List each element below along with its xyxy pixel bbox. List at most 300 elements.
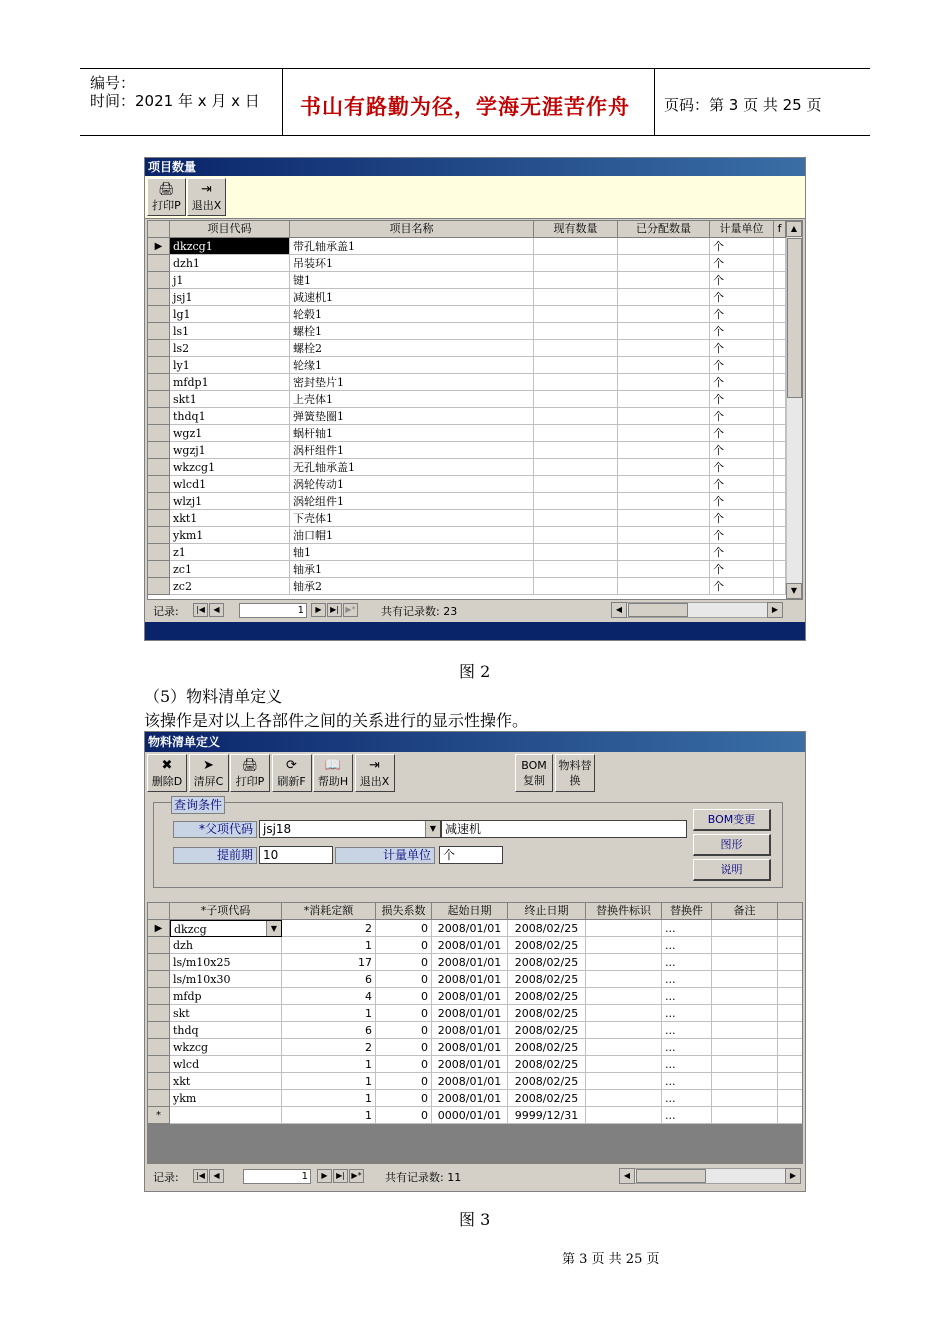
scroll-thumb[interactable] [787,238,802,398]
allocated-qty-cell [618,289,710,306]
allocated-qty-cell [618,476,710,493]
item-name-cell: 无孔轴承盖1 [290,459,534,476]
row-selector[interactable] [148,306,170,323]
table-row[interactable] [148,1022,802,1039]
column-header[interactable]: 替换件 [662,903,712,920]
extra-cell [778,988,803,1005]
row-selector[interactable] [148,1056,170,1073]
table-row[interactable] [148,442,786,459]
loss-factor-cell: 0 [376,937,432,954]
allocated-qty-cell [618,459,710,476]
table-row[interactable] [148,357,786,374]
header-divider [282,68,283,136]
table-row[interactable] [148,306,786,323]
row-selector[interactable] [148,493,170,510]
remark-cell[interactable] [712,1022,778,1039]
bom-change-button[interactable]: BOM变更 [693,809,771,831]
column-header[interactable]: 终止日期 [508,903,586,920]
row-selector[interactable] [148,1005,170,1022]
item-name-cell: 上壳体1 [290,391,534,408]
header-number: 编号： [90,74,136,92]
extra-cell [774,340,786,357]
loss-factor-cell: 0 [376,1090,432,1107]
nav-last-button[interactable]: ▶| [327,603,342,617]
start-date-cell: 2008/01/01 [432,1090,508,1107]
row-selector[interactable] [148,374,170,391]
row-selector[interactable] [148,425,170,442]
refresh-icon: ⟳ [286,758,297,773]
extra-cell [778,954,803,971]
unit-cell: 个 [710,323,774,340]
window-title: 物料清单定义 [145,732,805,752]
current-qty-cell [534,238,618,255]
nav-label: 记录: [153,605,179,618]
item-code-cell: wlzj1 [170,493,290,510]
item-code-cell: zc2 [170,578,290,595]
child-code-cell[interactable]: dzh [170,937,282,954]
row-selector[interactable] [148,1022,170,1039]
unit-cell: 个 [710,459,774,476]
toolbar-button-clear-screen[interactable] [189,754,229,792]
scroll-right-icon[interactable]: ▶ [767,602,783,618]
remark-cell[interactable] [712,1056,778,1073]
column-header [778,903,803,920]
row-selector[interactable] [148,255,170,272]
replace-flag-cell [586,1039,662,1056]
child-code-cell[interactable]: mfdp [170,988,282,1005]
scroll-up-icon[interactable]: ▲ [786,221,802,237]
column-header[interactable]: *子项代码 [170,903,282,920]
extra-cell [774,476,786,493]
unit-cell: 个 [710,578,774,595]
scroll-right-icon[interactable]: ▶ [785,1168,801,1184]
current-row-pointer-icon[interactable]: ▶ [148,920,170,937]
row-selector[interactable] [148,971,170,988]
extra-cell [774,391,786,408]
scroll-thumb[interactable] [628,603,688,617]
chevron-down-icon[interactable]: ▼ [425,821,440,837]
extra-cell [778,1090,803,1107]
row-selector[interactable] [148,527,170,544]
allocated-qty-cell [618,493,710,510]
allocated-qty-cell [618,306,710,323]
child-code-cell[interactable]: dkzcg ▼ [170,920,282,937]
row-selector[interactable] [148,340,170,357]
start-date-cell: 2008/01/01 [432,937,508,954]
column-header[interactable]: 备注 [712,903,778,920]
bom-grid[interactable] [147,902,803,1164]
table-row[interactable] [148,988,802,1005]
loss-factor-cell: 0 [376,1039,432,1056]
delete-x-icon: ✖ [161,758,173,773]
nav-prev-button[interactable]: ◀ [209,1169,224,1183]
row-selector[interactable] [148,988,170,1005]
remark-cell[interactable] [712,971,778,988]
row-selector[interactable] [148,476,170,493]
nav-next-button[interactable]: ▶ [317,1169,332,1183]
column-header[interactable]: 已分配数量 [618,221,710,238]
nav-first-button[interactable]: |◀ [193,1169,208,1183]
toolbar-button-label: 删除D [151,775,183,788]
column-header[interactable]: 项目代码 [170,221,290,238]
parent-code-select[interactable]: jsj18 ▼ [259,820,441,838]
table-row[interactable] [148,408,786,425]
replace-flag-cell [586,954,662,971]
child-code-cell[interactable] [170,1107,282,1124]
quantity-cell: 6 [282,971,376,988]
table-row[interactable] [148,544,786,561]
replace-flag-cell [586,937,662,954]
table-row[interactable] [148,1056,802,1073]
row-selector[interactable] [148,578,170,595]
remark-cell[interactable] [712,920,778,937]
table-row[interactable] [148,954,802,971]
parent-code-label: *父项代码 [173,821,257,838]
item-code-cell: z1 [170,544,290,561]
item-name-cell: 键1 [290,272,534,289]
record-navigator [147,600,803,620]
table-row[interactable] [148,510,786,527]
replacement-cell: ... [662,1056,712,1073]
window-bom-definition [144,731,806,1192]
toolbar-button-label: 退出X [191,199,222,212]
loss-factor-cell: 0 [376,1107,432,1124]
current-qty-cell [534,476,618,493]
header-top-rule [80,68,870,69]
extra-cell [778,937,803,954]
table-row[interactable] [148,459,786,476]
unit-cell: 个 [710,357,774,374]
nav-new-button[interactable]: ▶* [349,1169,364,1183]
nav-last-button[interactable]: ▶| [333,1169,348,1183]
column-header[interactable]: 替换件标识 [586,903,662,920]
scroll-down-icon[interactable]: ▼ [786,583,802,599]
unit-cell: 个 [710,510,774,527]
nav-label: 记录: [153,1171,179,1184]
header-time: 时间：2021 年 x 月 x 日 [90,92,260,110]
child-code-cell[interactable]: xkt [170,1073,282,1090]
clear-screen-icon: ➤ [203,758,214,773]
column-header[interactable]: 起始日期 [432,903,508,920]
nav-prev-button[interactable]: ◀ [209,603,224,617]
row-selector[interactable] [148,357,170,374]
table-row[interactable] [148,493,786,510]
toolbar-button-label: 帮助H [317,775,349,788]
start-date-cell: 2008/01/01 [432,1039,508,1056]
nav-total: 共有记录数: 11 [385,1171,462,1184]
current-row-pointer-icon[interactable]: ▶ [148,238,170,255]
quantity-cell: 1 [282,1090,376,1107]
scroll-left-icon[interactable]: ◀ [611,602,627,618]
replacement-cell: ... [662,1107,712,1124]
parent-name-field[interactable]: 减速机 [441,820,687,838]
nav-current-record[interactable]: 1 [239,603,307,618]
loss-factor-cell: 0 [376,954,432,971]
toolbar-button-printer[interactable] [147,178,186,216]
replace-flag-cell [586,988,662,1005]
replacement-cell: ... [662,920,712,937]
remark-cell[interactable] [712,988,778,1005]
material-replace-button[interactable]: 物料替换 [555,754,595,792]
toolbar-button-printer[interactable] [230,754,270,792]
child-code-cell[interactable]: ls/m10x25 [170,954,282,971]
column-header[interactable]: 损失系数 [376,903,432,920]
nav-total: 共有记录数: 23 [381,605,458,618]
table-row[interactable] [148,340,786,357]
table-row[interactable] [148,425,786,442]
row-selector[interactable] [148,937,170,954]
end-date-cell: 2008/02/25 [508,1090,586,1107]
header-divider [654,68,655,136]
current-qty-cell [534,493,618,510]
item-code-cell: zc1 [170,561,290,578]
bom-copy-button[interactable]: BOM复制 [515,754,553,792]
toolbar-button-label: 刷新F [277,775,306,788]
description-button[interactable]: 说明 [693,859,771,881]
replace-flag-cell [586,1090,662,1107]
extra-cell [778,1039,803,1056]
item-code-cell: wgzj1 [170,442,290,459]
item-name-cell: 涡杆组件1 [290,442,534,459]
quantity-cell: 2 [282,920,376,937]
item-grid[interactable] [147,220,803,600]
current-qty-cell [534,357,618,374]
table-row[interactable] [148,578,786,595]
allocated-qty-cell [618,408,710,425]
toolbar-button-label: 清屏C [193,775,224,788]
table-row[interactable] [148,1107,802,1124]
remark-cell[interactable] [712,1107,778,1124]
row-selector[interactable] [148,544,170,561]
grid-corner [148,903,170,920]
table-row[interactable] [148,255,786,272]
row-selector[interactable] [148,1073,170,1090]
quantity-cell: 1 [282,1056,376,1073]
row-selector[interactable] [148,1090,170,1107]
item-code-cell: wlcd1 [170,476,290,493]
toolbar-button-exit-door[interactable] [187,178,226,216]
extra-cell [778,1073,803,1090]
column-header[interactable]: 现有数量 [534,221,618,238]
nav-current-record[interactable]: 1 [243,1169,311,1184]
current-qty-cell [534,408,618,425]
start-date-cell: 2008/01/01 [432,1022,508,1039]
unit-cell: 个 [710,391,774,408]
column-header[interactable]: *消耗定额 [282,903,376,920]
item-code-cell: dkzcg1 [170,238,290,255]
query-group [153,802,783,888]
window-title: 项目数量 [145,158,805,176]
column-header[interactable]: 项目名称 [290,221,534,238]
horizontal-scrollbar[interactable] [619,1168,801,1184]
replacement-cell: ... [662,1073,712,1090]
table-row[interactable] [148,527,786,544]
unit-cell: 个 [710,340,774,357]
table-row[interactable] [148,1073,802,1090]
extra-cell [774,561,786,578]
remark-cell[interactable] [712,1073,778,1090]
child-code-cell[interactable]: ykm [170,1090,282,1107]
replace-flag-cell [586,1107,662,1124]
loss-factor-cell: 0 [376,920,432,937]
child-code-cell[interactable]: wlcd [170,1056,282,1073]
figure-2-caption: 图 2 [459,662,491,681]
table-row[interactable] [148,1039,802,1056]
extra-cell [774,527,786,544]
remark-cell[interactable] [712,954,778,971]
item-code-cell: wgz1 [170,425,290,442]
current-qty-cell [534,255,618,272]
item-name-cell: 涡轮传动1 [290,476,534,493]
column-header[interactable]: f [774,221,786,238]
allocated-qty-cell [618,544,710,561]
replacement-cell: ... [662,971,712,988]
nav-new-button[interactable]: ▶* [343,603,358,617]
item-code-cell: jsj1 [170,289,290,306]
row-selector[interactable] [148,408,170,425]
scroll-thumb[interactable] [636,1169,706,1183]
column-header[interactable]: 计量单位 [710,221,774,238]
table-row[interactable] [148,561,786,578]
table-row[interactable] [148,1005,802,1022]
extra-cell [778,1107,803,1124]
table-row[interactable] [148,238,786,255]
item-name-cell: 密封垫片1 [290,374,534,391]
unit-cell: 个 [710,476,774,493]
table-row[interactable] [148,920,802,937]
exit-door-icon: ⇥ [201,182,212,197]
toolbar-button-refresh[interactable] [272,754,312,792]
remark-cell[interactable] [712,937,778,954]
row-selector[interactable] [148,561,170,578]
table-row[interactable] [148,937,802,954]
row-selector[interactable] [148,272,170,289]
start-date-cell: 2008/01/01 [432,988,508,1005]
child-code-cell[interactable]: ls/m10x30 [170,971,282,988]
item-name-cell: 螺栓1 [290,323,534,340]
unit-cell: 个 [710,493,774,510]
current-qty-cell [534,510,618,527]
table-row[interactable] [148,272,786,289]
allocated-qty-cell [618,425,710,442]
item-code-cell: wkzcg1 [170,459,290,476]
end-date-cell: 2008/02/25 [508,1039,586,1056]
item-name-cell: 减速机1 [290,289,534,306]
nav-next-button[interactable]: ▶ [311,603,326,617]
item-name-cell: 涡轮组件1 [290,493,534,510]
unit-cell: 个 [710,272,774,289]
page-footer: 第 3 页 共 25 页 [562,1252,660,1267]
child-code-cell[interactable]: wkzcg [170,1039,282,1056]
child-code-cell[interactable]: skt [170,1005,282,1022]
table-row[interactable] [148,374,786,391]
toolbar-button-label: 打印P [152,199,181,212]
row-selector[interactable] [148,1039,170,1056]
new-row-marker[interactable]: * [148,1107,170,1124]
row-selector[interactable] [148,510,170,527]
start-date-cell: 2008/01/01 [432,954,508,971]
toolbar [145,176,805,219]
remark-cell[interactable] [712,1039,778,1056]
unit-label: 计量单位 [335,847,435,864]
toolbar-button-help-book[interactable] [313,754,353,792]
table-row[interactable] [148,391,786,408]
extra-cell [774,238,786,255]
end-date-cell: 2008/02/25 [508,920,586,937]
item-name-cell: 螺栓2 [290,340,534,357]
graph-button[interactable]: 图形 [693,834,771,856]
item-name-cell: 下壳体1 [290,510,534,527]
child-code-cell[interactable]: thdq [170,1022,282,1039]
item-name-cell: 带孔轴承盖1 [290,238,534,255]
loss-factor-cell: 0 [376,971,432,988]
toolbar-button-label: 退出X [359,775,390,788]
row-selector[interactable] [148,954,170,971]
remark-cell[interactable] [712,1005,778,1022]
allocated-qty-cell [618,374,710,391]
allocated-qty-cell [618,255,710,272]
row-selector[interactable] [148,391,170,408]
extra-cell [778,1005,803,1022]
unit-cell: 个 [710,425,774,442]
unit-cell: 个 [710,289,774,306]
allocated-qty-cell [618,527,710,544]
end-date-cell: 2008/02/25 [508,1022,586,1039]
lead-time-field[interactable]: 10 [259,846,333,864]
vertical-scrollbar[interactable] [786,221,802,599]
loss-factor-cell: 0 [376,1056,432,1073]
loss-factor-cell: 0 [376,1022,432,1039]
header-page: 页码：第 3 页 共 25 页 [664,96,822,114]
extra-cell [774,493,786,510]
extra-cell [778,920,803,937]
scroll-left-icon[interactable]: ◀ [619,1168,635,1184]
row-selector[interactable] [148,289,170,306]
item-name-cell: 轴承2 [290,578,534,595]
replacement-cell: ... [662,1022,712,1039]
row-selector[interactable] [148,323,170,340]
quantity-cell: 6 [282,1022,376,1039]
extra-cell [774,374,786,391]
toolbar-button-exit-door[interactable] [355,754,395,792]
current-qty-cell [534,442,618,459]
figure-3-caption: 图 3 [459,1210,491,1229]
toolbar-button-delete-x[interactable] [147,754,187,792]
horizontal-scrollbar[interactable] [611,602,783,618]
row-selector[interactable] [148,459,170,476]
item-code-cell: skt1 [170,391,290,408]
table-row[interactable] [148,971,802,988]
table-row[interactable] [148,323,786,340]
current-qty-cell [534,425,618,442]
unit-field[interactable]: 个 [439,846,503,864]
row-selector[interactable] [148,442,170,459]
extra-cell [774,306,786,323]
current-qty-cell [534,306,618,323]
loss-factor-cell: 0 [376,1073,432,1090]
item-code-cell: ly1 [170,357,290,374]
table-row[interactable] [148,289,786,306]
item-code-cell: dzh1 [170,255,290,272]
current-qty-cell [534,459,618,476]
chevron-down-icon[interactable]: ▼ [266,921,281,936]
quantity-cell: 17 [282,954,376,971]
table-row[interactable] [148,476,786,493]
table-row[interactable] [148,1090,802,1107]
nav-first-button[interactable]: |◀ [193,603,208,617]
remark-cell[interactable] [712,1090,778,1107]
unit-cell: 个 [710,374,774,391]
